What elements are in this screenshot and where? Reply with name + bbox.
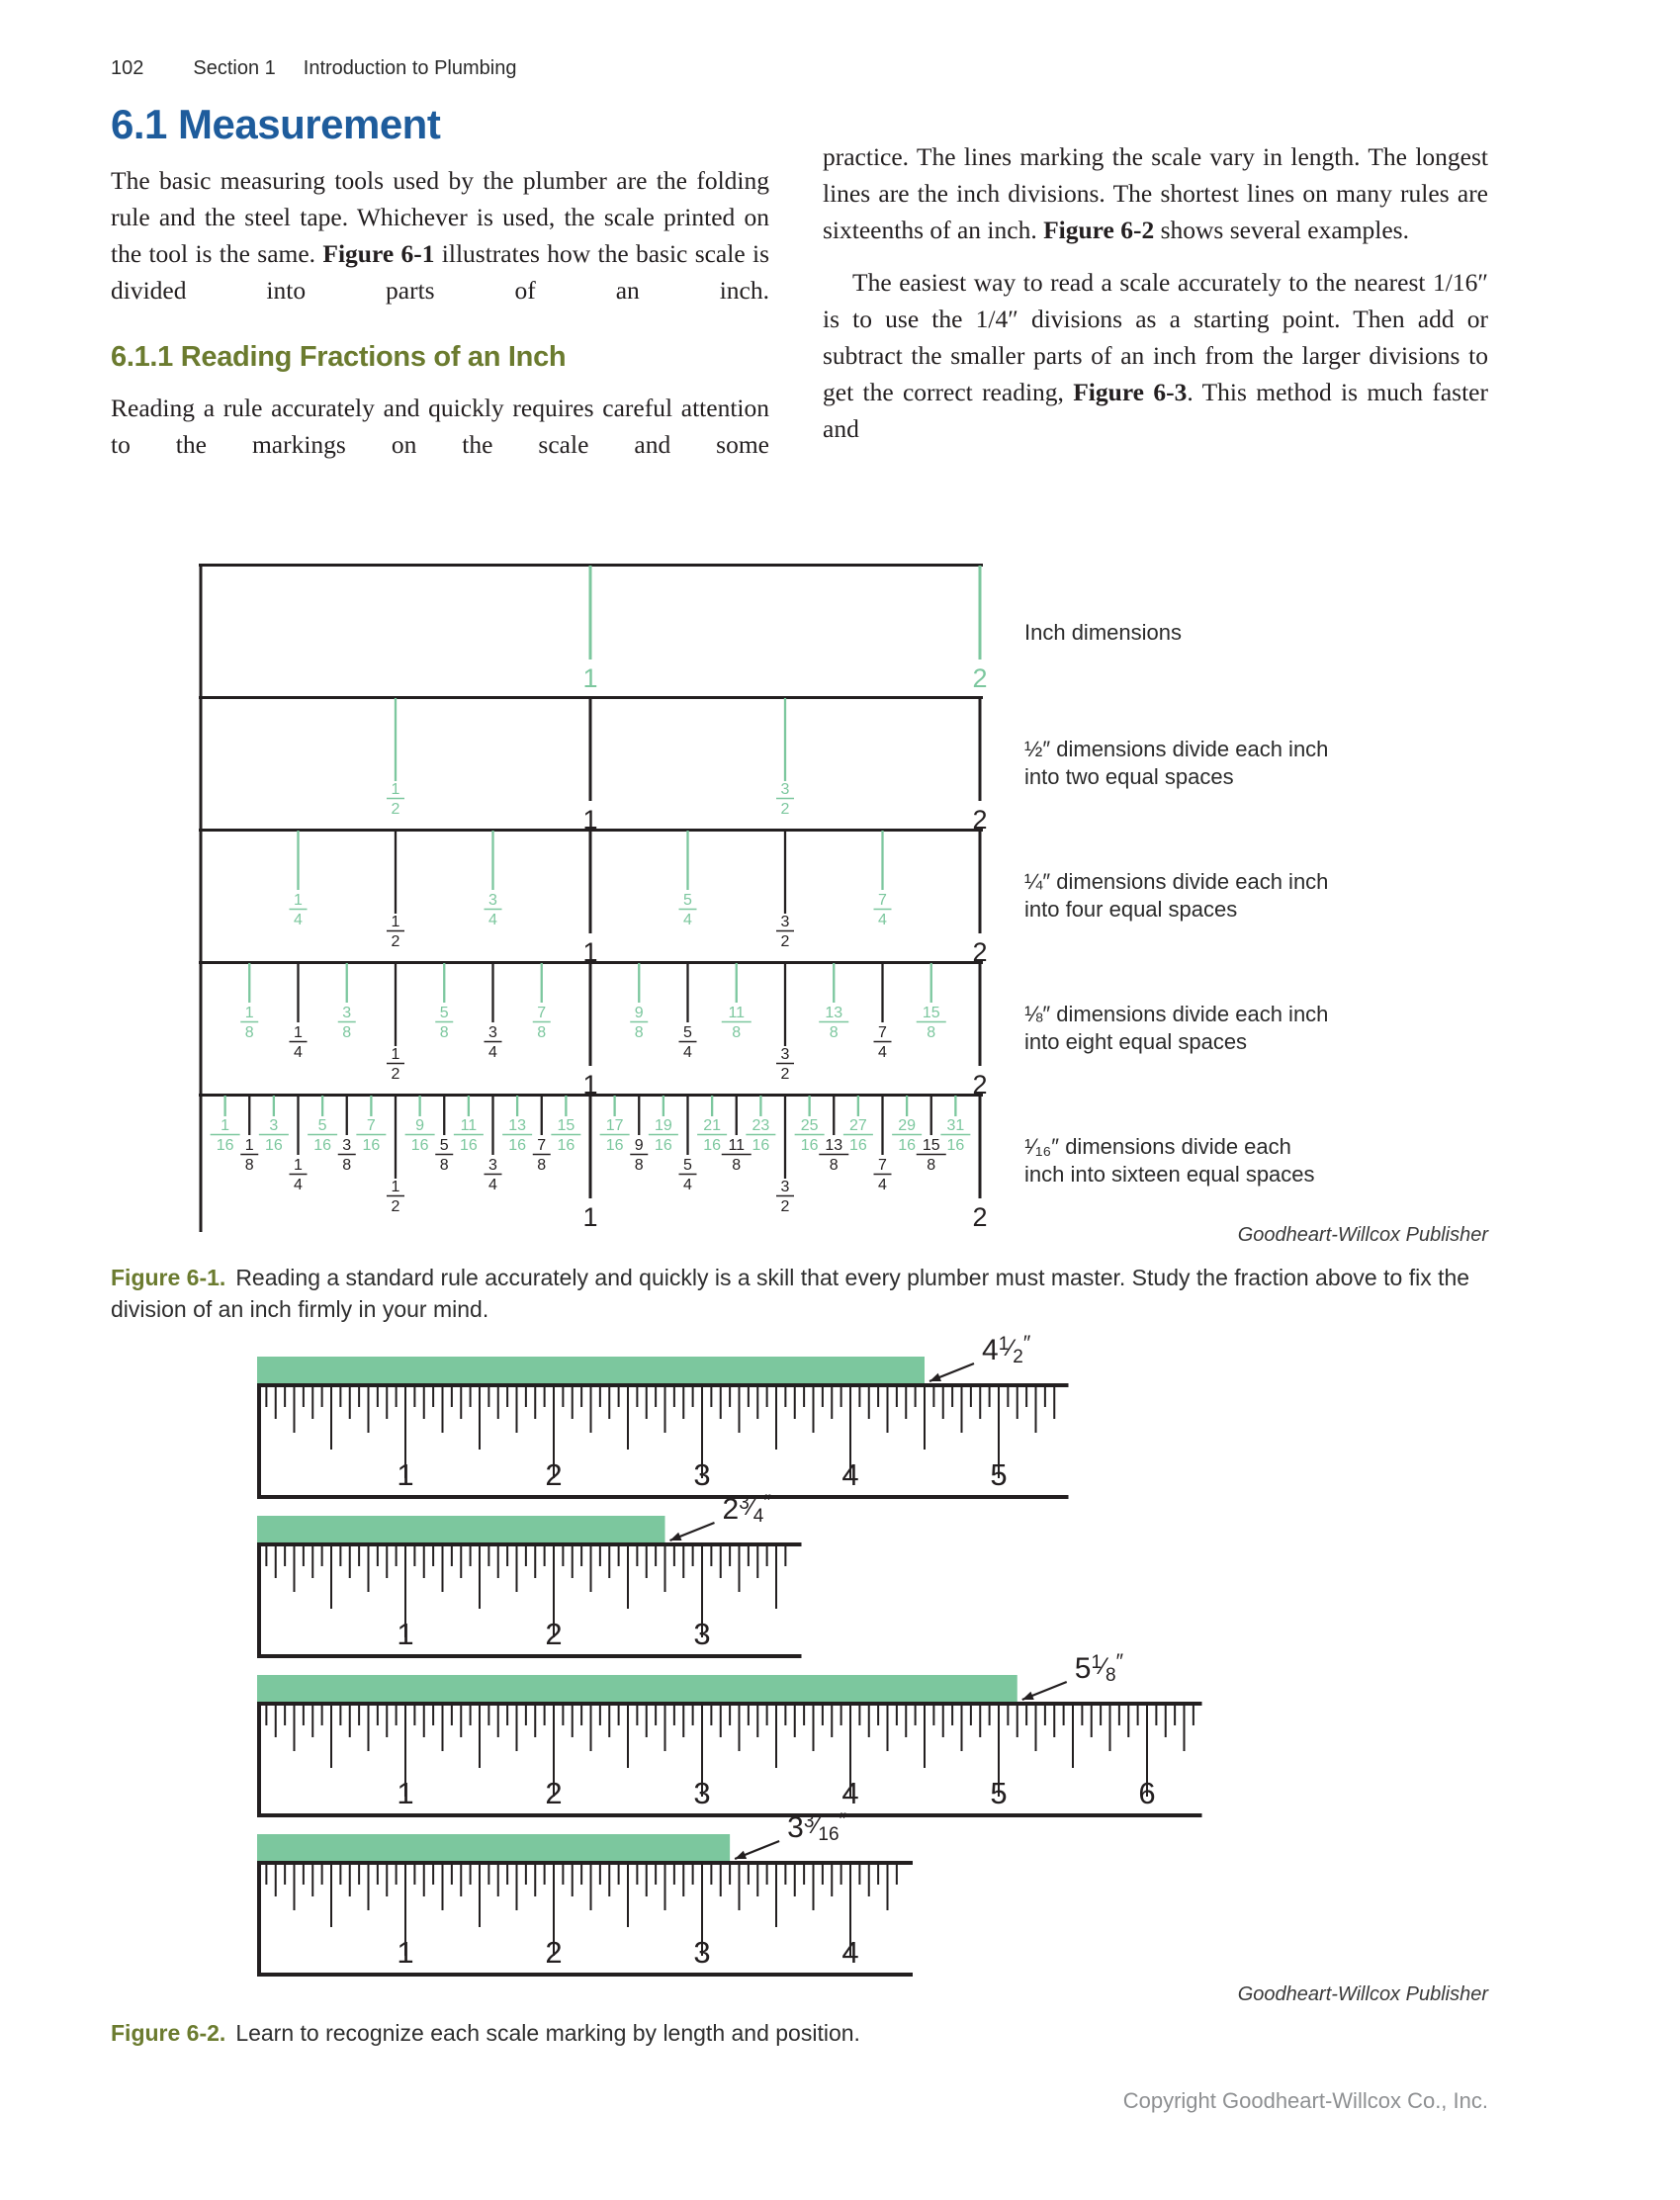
left-column: [111, 103, 769, 463]
fraction-numerator: 7: [537, 1005, 547, 1021]
fraction-denominator: 8: [927, 1157, 936, 1174]
fraction-denominator: 4: [878, 1044, 887, 1061]
fraction-numerator: 3: [780, 1179, 790, 1195]
figure-6-2-caption: [111, 2017, 1490, 2049]
fraction-numerator: 13: [825, 1005, 843, 1021]
fraction-denominator: 4: [294, 1044, 303, 1061]
fraction-denominator: 4: [294, 1177, 303, 1193]
ruler-3: [257, 1650, 1471, 1825]
paragraph: practice. The lines marking the scale vary in length. The longest lines are the inch divisions. The shortest lines on many rules are sixteenths of an inch. Figure 6-2 shows several examples.: [823, 142, 1488, 244]
subsection-heading: 6.1.1 Reading Fractions of an Inch: [111, 341, 567, 374]
running-head: [111, 57, 516, 80]
figure-6-2-ruler-examples: [257, 1332, 1543, 1988]
fraction-numerator: 3: [488, 892, 497, 909]
fraction-numerator: 7: [878, 1157, 887, 1174]
inch-label: 1: [582, 1202, 598, 1232]
fraction-numerator: 13: [508, 1117, 527, 1134]
fraction-denominator: 2: [780, 1066, 790, 1083]
fraction-denominator: 2: [391, 801, 400, 818]
fraction-denominator: 8: [634, 1024, 644, 1041]
inch-label: 2: [972, 1070, 988, 1100]
fraction-denominator: 2: [780, 933, 790, 950]
fraction-denominator: 16: [264, 1137, 283, 1154]
inch-number: 5: [990, 1457, 1008, 1492]
fraction-numerator: 5: [439, 1005, 449, 1021]
fraction-numerator: 3: [342, 1137, 352, 1154]
fraction-denominator: 16: [508, 1137, 527, 1154]
fraction-numerator: 9: [634, 1005, 644, 1021]
fraction-numerator: 15: [922, 1005, 940, 1021]
fraction-denominator: 16: [800, 1137, 819, 1154]
measure-bar: [257, 1357, 925, 1383]
measure-bar: [257, 1516, 665, 1542]
fraction-numerator: 15: [922, 1137, 940, 1154]
fraction-denominator: 8: [829, 1157, 839, 1174]
fraction-denominator: 8: [732, 1024, 742, 1041]
inch-number: 1: [397, 1617, 414, 1651]
fraction-denominator: 16: [313, 1137, 332, 1154]
fraction-numerator: 1: [391, 1046, 400, 1063]
figure-credit: Goodheart-Willcox Publisher: [1237, 1224, 1488, 1246]
fraction-denominator: 2: [780, 1198, 790, 1215]
scale-row-1: [199, 564, 1642, 696]
fraction-numerator: 1: [244, 1137, 254, 1154]
figure-caption-text: Reading a standard rule accurately and quickly is a skill that every plumber must master. Study the fraction above to fix the division of an inch firmly in your mind.: [111, 1265, 1470, 1322]
arrow-head: [670, 1533, 682, 1540]
figure-6-1-caption: [111, 1262, 1490, 1325]
fraction-numerator: 1: [294, 1024, 303, 1041]
fraction-denominator: 4: [878, 912, 887, 928]
scale-description: ¹⁄₁₆″ dimensions divide each inch into sixteen equal spaces: [1024, 1134, 1315, 1187]
fraction-denominator: 16: [362, 1137, 381, 1154]
fraction-denominator: 2: [391, 933, 400, 950]
fraction-numerator: 5: [683, 892, 692, 909]
fraction-denominator: 4: [488, 1044, 497, 1061]
measure-bar: [257, 1834, 730, 1861]
scale-row-16: [199, 1094, 1642, 1232]
fraction-denominator: 4: [488, 1177, 497, 1193]
fraction-numerator: 7: [878, 892, 887, 909]
right-column: [823, 138, 1488, 447]
inch-label: 1: [582, 805, 598, 835]
inch-number: 5: [990, 1776, 1008, 1810]
fraction-numerator: 29: [898, 1117, 917, 1134]
fraction-numerator: 25: [800, 1117, 819, 1134]
fraction-denominator: 16: [605, 1137, 624, 1154]
inch-label: 2: [972, 663, 988, 693]
fraction-denominator: 4: [294, 912, 303, 928]
scale-ruler-svg: [199, 829, 1000, 971]
fraction-denominator: 8: [439, 1157, 449, 1174]
scale-description: ½″ dimensions divide each inch into two equal spaces: [1024, 737, 1329, 789]
fraction-denominator: 4: [488, 912, 497, 928]
inch-number: 3: [693, 1617, 711, 1651]
fraction-numerator: 1: [244, 1005, 254, 1021]
fraction-denominator: 16: [848, 1137, 867, 1154]
fraction-denominator: 16: [459, 1137, 478, 1154]
fraction-numerator: 21: [703, 1117, 722, 1134]
page-number: 102: [111, 57, 144, 79]
fraction-numerator: 1: [391, 781, 400, 798]
fraction-denominator: 8: [439, 1024, 449, 1041]
paragraph: Reading a rule accurately and quickly requires careful attention to the markings on the scale and some: [111, 393, 769, 459]
fraction-denominator: 8: [244, 1157, 254, 1174]
fraction-denominator: 8: [537, 1024, 547, 1041]
fraction-numerator: 7: [878, 1024, 887, 1041]
fraction-numerator: 3: [488, 1024, 497, 1041]
fraction-denominator: 8: [537, 1157, 547, 1174]
arrow-head: [735, 1851, 747, 1859]
fraction-numerator: 7: [366, 1117, 376, 1134]
scale-ruler-svg: [199, 564, 1000, 706]
section-heading: 6.1 Measurement: [111, 101, 441, 147]
figure-credit: Goodheart-Willcox Publisher: [1237, 1983, 1488, 2005]
fraction-numerator: 5: [439, 1137, 449, 1154]
fraction-denominator: 16: [946, 1137, 965, 1154]
fraction-denominator: 16: [898, 1137, 917, 1154]
fraction-denominator: 4: [878, 1177, 887, 1193]
fraction-denominator: 8: [732, 1157, 742, 1174]
scale-row-8: [199, 961, 1642, 1100]
scale-description: ¼″ dimensions divide each inch into four equal spaces: [1024, 869, 1329, 922]
fraction-numerator: 23: [752, 1117, 770, 1134]
fraction-denominator: 2: [780, 801, 790, 818]
inch-number: 3: [693, 1776, 711, 1810]
fraction-numerator: 3: [780, 781, 790, 798]
fraction-denominator: 4: [683, 912, 692, 928]
paragraph: The basic measuring tools used by the plumber are the folding rule and the steel tape. Whichever is used, the scale printed on the tool is the same. Figure 6-1 illustrates how the basic scale is divided into parts of an inch.: [111, 166, 769, 306]
fraction-denominator: 16: [654, 1137, 672, 1154]
ruler-4: [257, 1809, 1182, 1984]
figure-6-1-scale-diagram: [199, 564, 1642, 1256]
inch-number: 1: [397, 1935, 414, 1970]
fraction-numerator: 1: [221, 1117, 230, 1134]
arrow-head: [1022, 1692, 1034, 1700]
inch-number: 2: [545, 1776, 563, 1810]
fraction-numerator: 27: [848, 1117, 867, 1134]
fraction-denominator: 4: [683, 1177, 692, 1193]
inch-number: 3: [693, 1457, 711, 1492]
figure-caption-label: Figure 6-2.: [111, 2020, 226, 2046]
fraction-numerator: 3: [488, 1157, 497, 1174]
inch-label: 1: [582, 663, 598, 693]
fraction-numerator: 11: [728, 1137, 746, 1154]
inch-number: 1: [397, 1776, 414, 1810]
inch-number: 3: [693, 1935, 711, 1970]
running-head-section: Section 1: [193, 57, 276, 79]
fraction-numerator: 15: [557, 1117, 575, 1134]
fraction-denominator: 8: [342, 1024, 352, 1041]
copyright-notice: Copyright Goodheart-Willcox Co., Inc.: [1122, 2088, 1488, 2113]
fraction-numerator: 1: [391, 1179, 400, 1195]
fraction-numerator: 3: [342, 1005, 352, 1021]
measure-bar: [257, 1675, 1017, 1702]
fraction-numerator: 31: [946, 1117, 965, 1134]
fraction-numerator: 9: [634, 1137, 644, 1154]
fraction-denominator: 16: [752, 1137, 770, 1154]
figure-caption-label: Figure 6-1.: [111, 1265, 226, 1290]
scale-ruler-svg: [199, 1094, 1000, 1236]
fraction-numerator: 1: [294, 1157, 303, 1174]
fraction-numerator: 9: [415, 1117, 425, 1134]
fraction-denominator: 16: [557, 1137, 575, 1154]
inch-number: 1: [397, 1457, 414, 1492]
paragraph: The easiest way to read a scale accurately to the nearest 1/16″ is to use the 1/4″ divisions as a starting point. Then add or subtract the smaller parts of an inch from the larger divisions to get the correct reading, Figure 6-3. This method is much faster and: [823, 268, 1488, 443]
scale-ruler-svg: [199, 961, 1000, 1103]
fraction-numerator: 3: [780, 1046, 790, 1063]
fraction-numerator: 11: [460, 1117, 478, 1134]
figure-caption-text: Learn to recognize each scale marking by length and position.: [235, 2020, 860, 2046]
ruler-2: [257, 1491, 1071, 1666]
fraction-denominator: 16: [703, 1137, 722, 1154]
inch-number: 2: [545, 1457, 563, 1492]
scale-description: ⅛″ dimensions divide each inch into eight equal spaces: [1024, 1002, 1329, 1054]
fraction-denominator: 16: [216, 1137, 234, 1154]
scale-ruler-svg: [199, 696, 1000, 838]
fraction-denominator: 8: [829, 1024, 839, 1041]
measurement-label: 41⁄2″: [982, 1332, 1031, 1367]
fraction-numerator: 11: [728, 1005, 746, 1021]
fraction-numerator: 5: [317, 1117, 327, 1134]
fraction-numerator: 1: [391, 914, 400, 930]
fraction-numerator: 7: [537, 1137, 547, 1154]
fraction-numerator: 3: [269, 1117, 279, 1134]
arrow-head: [929, 1373, 941, 1381]
ruler-1: [257, 1332, 1338, 1507]
fraction-denominator: 4: [683, 1044, 692, 1061]
fraction-denominator: 8: [244, 1024, 254, 1041]
inch-label: 2: [972, 937, 988, 967]
scale-row-2: [199, 696, 1642, 835]
fraction-denominator: 16: [410, 1137, 429, 1154]
inch-label: 1: [582, 937, 598, 967]
inch-number: 4: [841, 1935, 859, 1970]
fraction-denominator: 2: [391, 1066, 400, 1083]
fraction-denominator: 8: [927, 1024, 936, 1041]
measurement-label: 51⁄8″: [1074, 1650, 1124, 1686]
measurement-label: 23⁄4″: [722, 1491, 771, 1527]
inch-label: 1: [582, 1070, 598, 1100]
inch-number: 2: [545, 1617, 563, 1651]
fraction-numerator: 5: [683, 1157, 692, 1174]
fraction-numerator: 19: [654, 1117, 672, 1134]
running-head-title: Introduction to Plumbing: [303, 57, 517, 79]
fraction-denominator: 2: [391, 1198, 400, 1215]
measurement-label: 33⁄16″: [787, 1809, 846, 1845]
inch-number: 4: [841, 1776, 859, 1810]
inch-label: 2: [972, 1202, 988, 1232]
inch-number: 6: [1138, 1776, 1156, 1810]
fraction-denominator: 8: [342, 1157, 352, 1174]
inch-number: 2: [545, 1935, 563, 1970]
fraction-numerator: 13: [825, 1137, 843, 1154]
fraction-numerator: 1: [294, 892, 303, 909]
scale-row-4: [199, 829, 1642, 967]
fraction-numerator: 3: [780, 914, 790, 930]
fraction-denominator: 8: [634, 1157, 644, 1174]
inch-number: 4: [841, 1457, 859, 1492]
fraction-numerator: 5: [683, 1024, 692, 1041]
scale-description: Inch dimensions: [1024, 620, 1182, 645]
inch-label: 2: [972, 805, 988, 835]
fraction-numerator: 17: [605, 1117, 624, 1134]
